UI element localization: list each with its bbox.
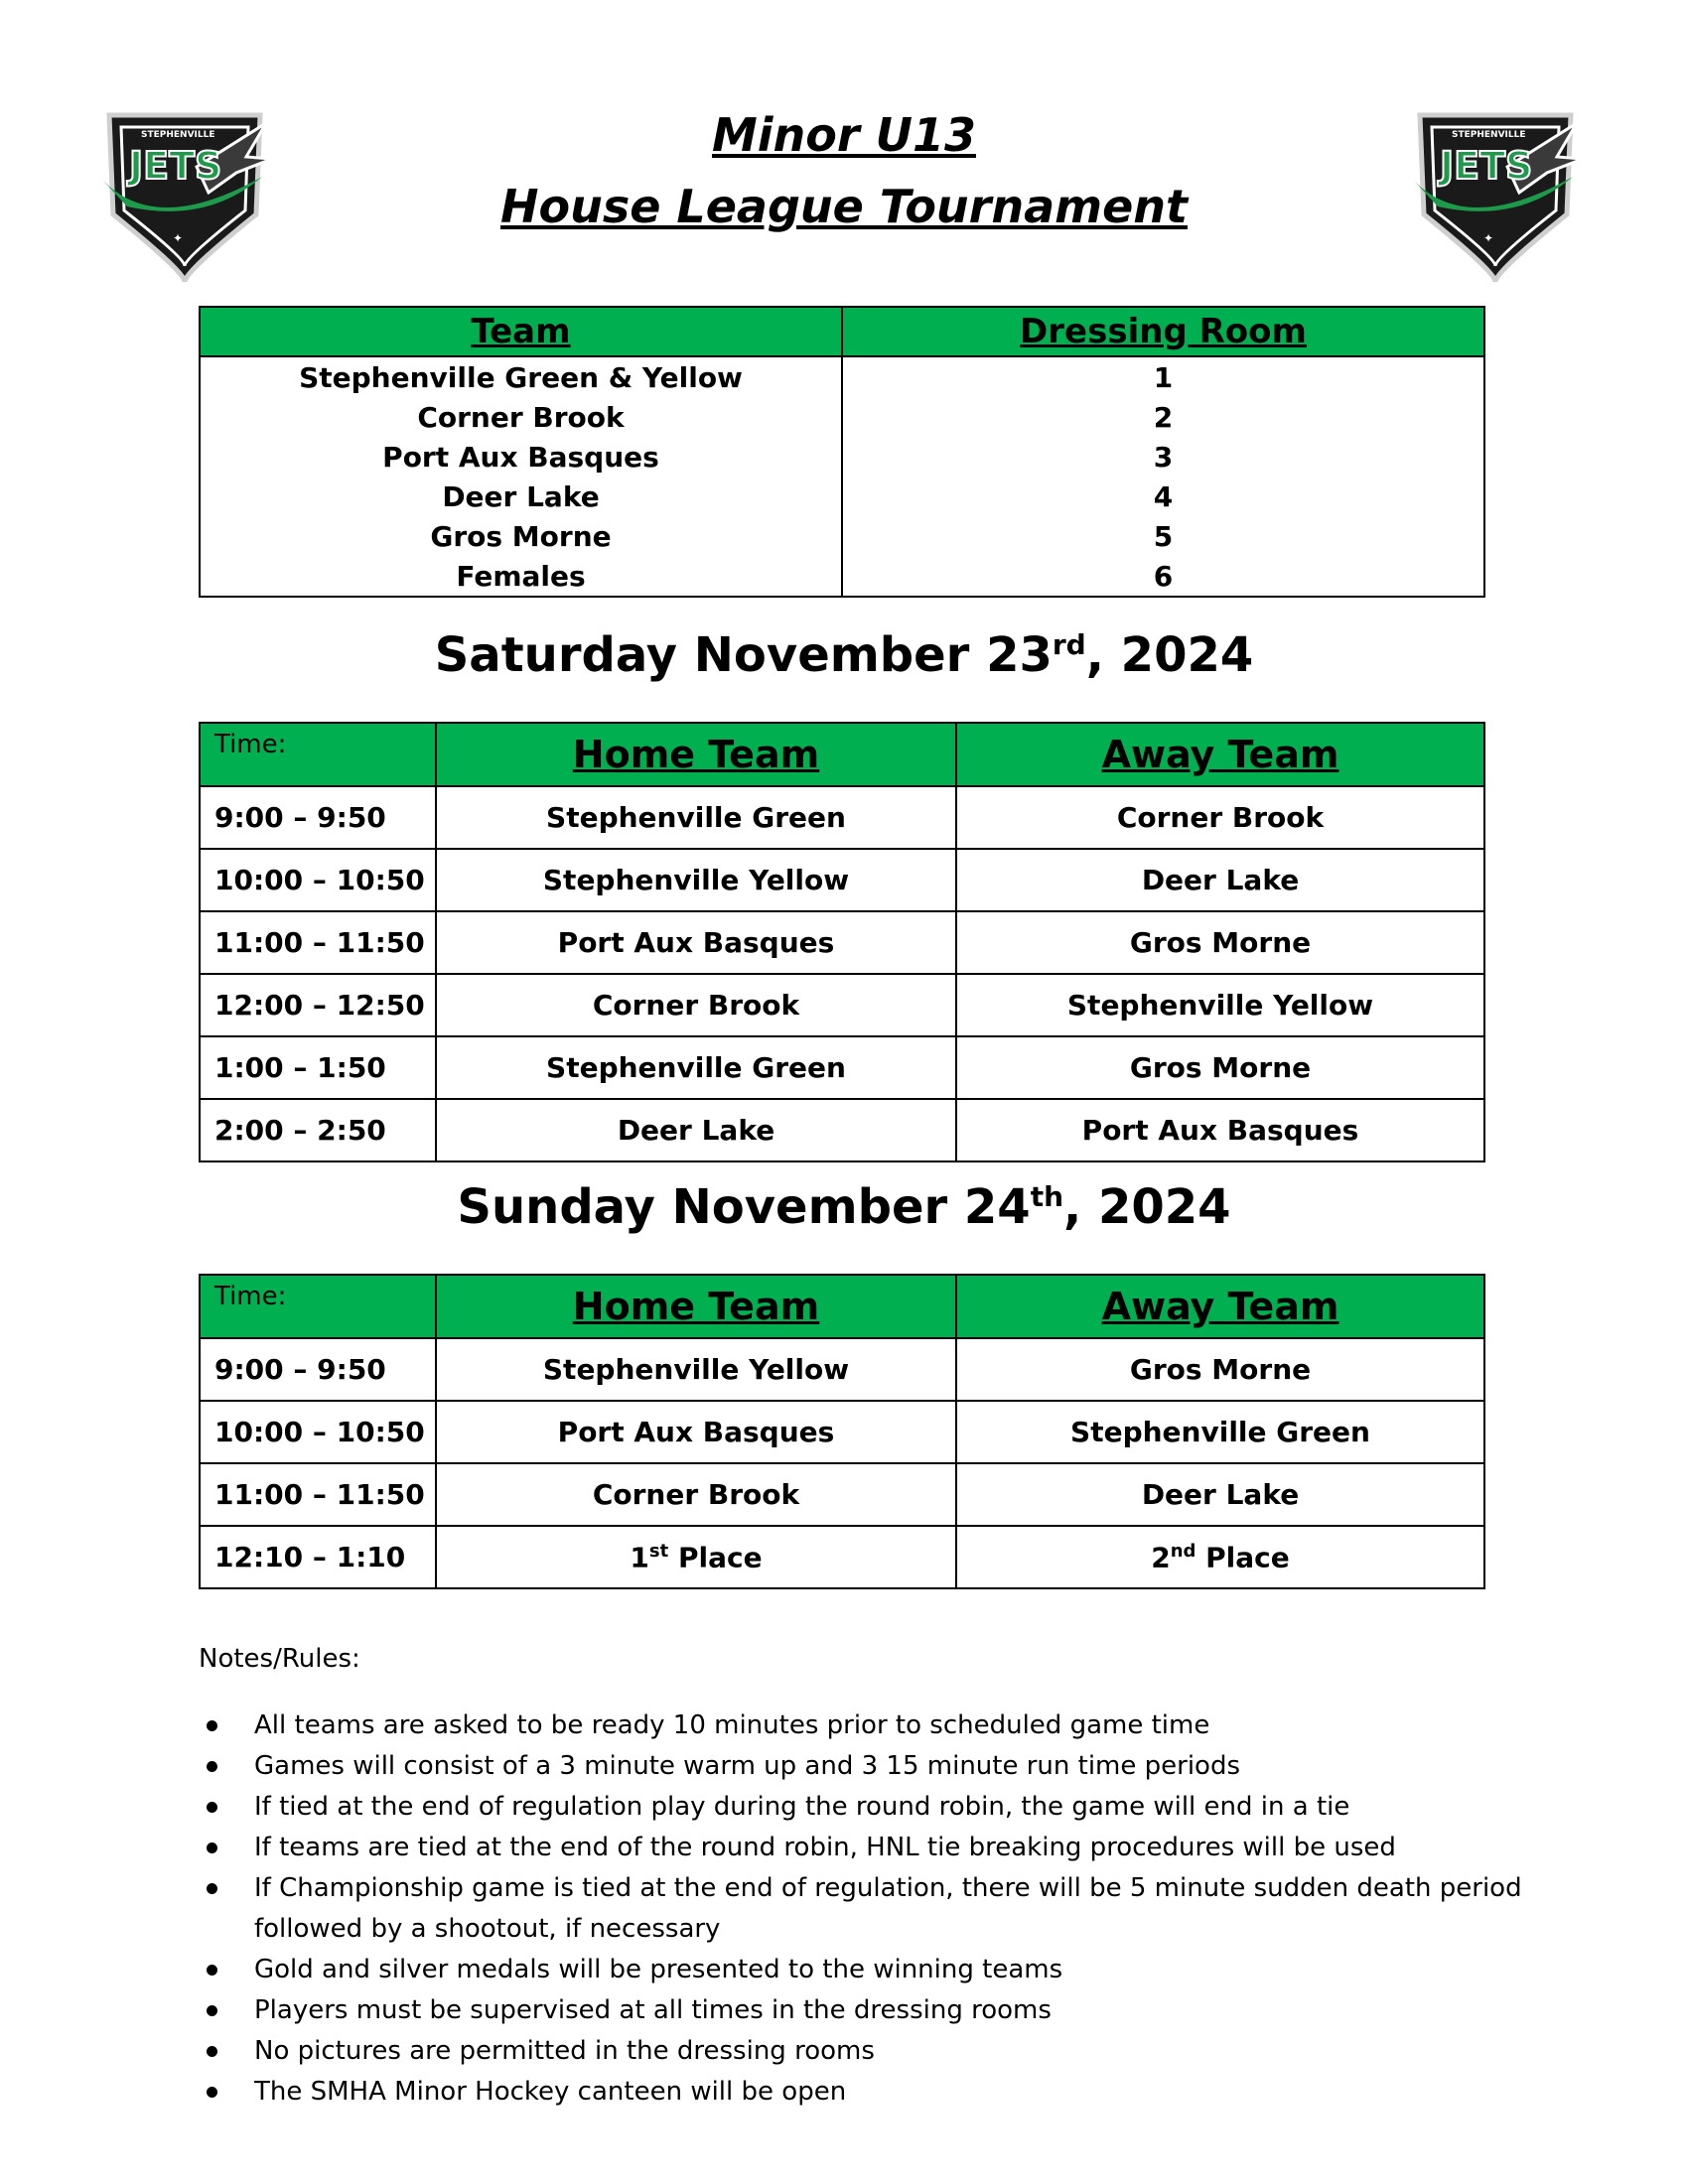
time-cell: 11:00 – 11:50 (200, 1463, 436, 1526)
page-title: Minor U13 (712, 108, 976, 162)
table-row (200, 911, 1484, 974)
time-cell: 10:00 – 10:50 (200, 1401, 436, 1463)
column-header-time: Time: (200, 1275, 436, 1338)
time-cell: 9:00 – 9:50 (200, 786, 436, 849)
dressing-room-table (199, 306, 1485, 598)
list-item: The SMHA Minor Hockey canteen will be open (199, 2072, 1589, 2113)
table-row (200, 356, 1484, 397)
saturday-heading: Saturday November 23rd, 2024 (434, 627, 1254, 683)
title-block (0, 99, 1688, 242)
time-cell: 10:00 – 10:50 (200, 849, 436, 911)
table-row (200, 477, 1484, 516)
table-row (200, 849, 1484, 911)
home-team-cell: Port Aux Basques (436, 1401, 956, 1463)
final-row (200, 1526, 1484, 1588)
table-row (200, 1463, 1484, 1526)
table-row (200, 516, 1484, 556)
home-team-cell: Stephenville Green (436, 1036, 956, 1099)
column-header-home-team: Home Team (436, 1275, 956, 1338)
away-team-cell: 2nd Place (956, 1526, 1484, 1588)
column-header-dressing-room: Dressing Room (842, 307, 1484, 356)
svg-text:STEPHENVILLE: STEPHENVILLE (141, 130, 215, 140)
list-item: If tied at the end of regulation play during the round robin, the game will end in a tie (199, 1787, 1589, 1828)
room-cell: 2 (842, 397, 1484, 437)
sunday-heading: Sunday November 24th, 2024 (457, 1179, 1231, 1235)
list-item: If teams are tied at the end of the round robin, HNL tie breaking procedures will be used (199, 1828, 1589, 1868)
column-header-team: Team (200, 307, 842, 356)
time-cell: 9:00 – 9:50 (200, 1338, 436, 1401)
home-team-cell: Deer Lake (436, 1099, 956, 1161)
column-header-home-team: Home Team (436, 723, 956, 786)
away-team-cell: Deer Lake (956, 849, 1484, 911)
room-cell: 3 (842, 437, 1484, 477)
room-cell: 1 (842, 356, 1484, 397)
table-row (200, 1099, 1484, 1161)
away-team-cell: Gros Morne (956, 911, 1484, 974)
table-row (200, 1338, 1484, 1401)
room-cell: 5 (842, 516, 1484, 556)
room-cell: 6 (842, 556, 1484, 597)
team-cell: Corner Brook (200, 397, 842, 437)
list-item: All teams are asked to be ready 10 minutes prior to scheduled game time (199, 1706, 1589, 1746)
time-cell: 11:00 – 11:50 (200, 911, 436, 974)
away-team-cell: Stephenville Yellow (956, 974, 1484, 1036)
list-item: No pictures are permitted in the dressing rooms (199, 2031, 1589, 2072)
column-header-time: Time: (200, 723, 436, 786)
column-header-away-team: Away Team (956, 1275, 1484, 1338)
team-cell: Females (200, 556, 842, 597)
notes-list (199, 1706, 1589, 2113)
saturday-schedule-table (199, 722, 1485, 1162)
away-team-cell: Gros Morne (956, 1338, 1484, 1401)
home-team-cell: Corner Brook (436, 1463, 956, 1526)
away-team-cell: Corner Brook (956, 786, 1484, 849)
list-item: Gold and silver medals will be presented to the winning teams (199, 1950, 1589, 1990)
team-cell: Gros Morne (200, 516, 842, 556)
list-item: If Championship game is tied at the end of regulation, there will be 5 minute sudden death period followed by a shootout, if necessary (199, 1868, 1589, 1950)
time-cell: 2:00 – 2:50 (200, 1099, 436, 1161)
away-team-cell: Gros Morne (956, 1036, 1484, 1099)
table-row (200, 437, 1484, 477)
time-cell: 1:00 – 1:50 (200, 1036, 436, 1099)
list-item: Players must be supervised at all times in the dressing rooms (199, 1990, 1589, 2031)
home-team-cell: 1st Place (436, 1526, 956, 1588)
home-team-cell: Corner Brook (436, 974, 956, 1036)
svg-text:✦: ✦ (173, 231, 184, 245)
team-cell: Stephenville Green & Yellow (200, 356, 842, 397)
away-team-cell: Stephenville Green (956, 1401, 1484, 1463)
time-cell: 12:00 – 12:50 (200, 974, 436, 1036)
table-row (200, 1401, 1484, 1463)
svg-text:JETS: JETS (1440, 144, 1533, 188)
table-header-row (200, 723, 1484, 786)
table-header-row (200, 307, 1484, 356)
svg-text:✦: ✦ (1483, 231, 1494, 245)
notes-label: Notes/Rules: (199, 1644, 360, 1674)
room-cell: 4 (842, 477, 1484, 516)
team-cell: Port Aux Basques (200, 437, 842, 477)
away-team-cell: Deer Lake (956, 1463, 1484, 1526)
svg-text:JETS: JETS (129, 144, 222, 188)
column-header-away-team: Away Team (956, 723, 1484, 786)
home-team-cell: Port Aux Basques (436, 911, 956, 974)
team-cell: Deer Lake (200, 477, 842, 516)
svg-text:STEPHENVILLE: STEPHENVILLE (1452, 130, 1526, 140)
home-team-cell: Stephenville Green (436, 786, 956, 849)
table-row (200, 786, 1484, 849)
table-row (200, 556, 1484, 597)
list-item: Games will consist of a 3 minute warm up and 3 15 minute run time periods (199, 1746, 1589, 1787)
table-row (200, 974, 1484, 1036)
time-cell: 12:10 – 1:10 (200, 1526, 436, 1588)
table-row (200, 1036, 1484, 1099)
away-team-cell: Port Aux Basques (956, 1099, 1484, 1161)
home-team-cell: Stephenville Yellow (436, 1338, 956, 1401)
page-subtitle: House League Tournament (499, 180, 1189, 233)
home-team-cell: Stephenville Yellow (436, 849, 956, 911)
sunday-schedule-table (199, 1274, 1485, 1589)
table-row (200, 397, 1484, 437)
table-header-row (200, 1275, 1484, 1338)
